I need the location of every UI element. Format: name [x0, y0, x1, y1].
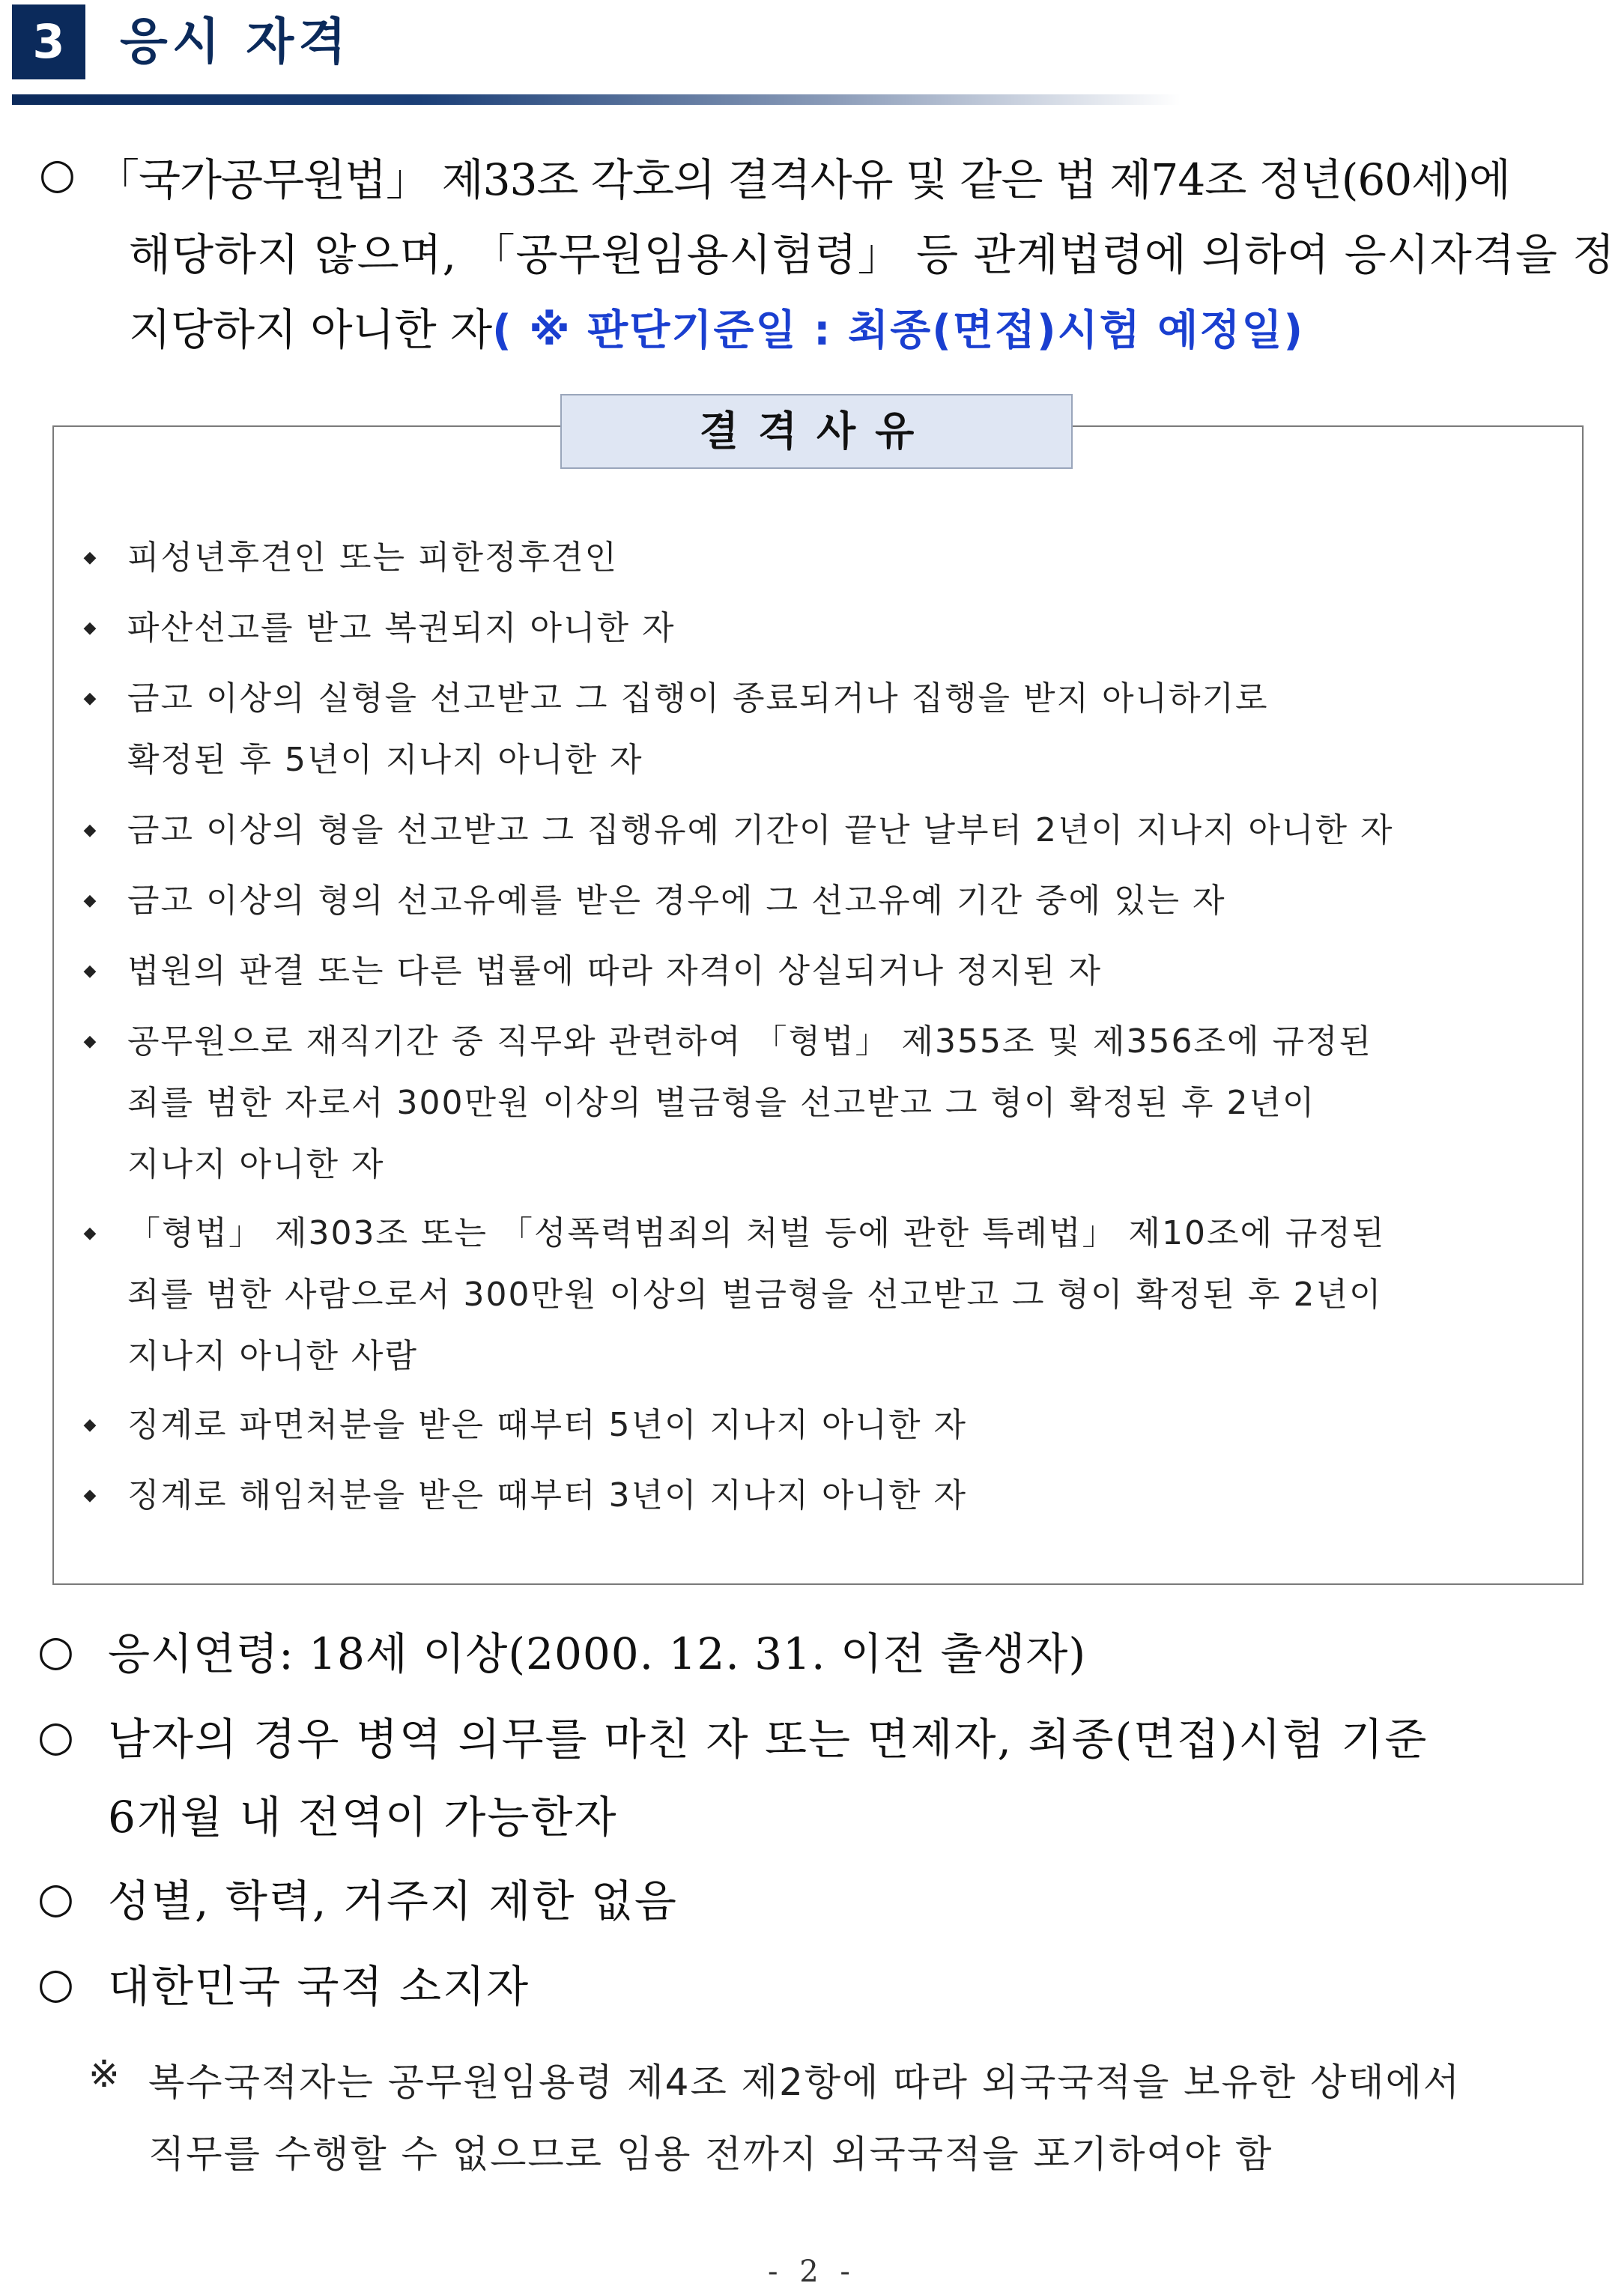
diamond-bullet-icon: ◆ [83, 1032, 97, 1051]
list-item-text: 법원의 판결 또는 다른 법률에 따라 자격이 상실되거나 정지된 자 [127, 952, 1102, 990]
diamond-bullet-icon: ◆ [83, 1224, 97, 1243]
list-item-text: 지나지 아니한 사람 [127, 1337, 419, 1375]
diamond-bullet-icon: ◆ [83, 1416, 97, 1434]
age-requirement: 응시연령: 18세 이상(2000. 12. 31. 이전 출생자) [108, 1628, 1087, 1679]
section-divider [12, 94, 1181, 105]
list-item-text: 피성년후견인 또는 피한정후견인 [127, 539, 619, 577]
section-title: 응시 자격 [120, 13, 351, 70]
military-requirement-line-1: 남자의 경우 병역 의무를 마친 자 또는 면제자, 최종(면접)시험 기준 [108, 1714, 1428, 1765]
diamond-bullet-icon: ◆ [83, 821, 97, 840]
circle-bullet-icon: ○ [37, 1627, 74, 1676]
list-item-text: 지나지 아니한 자 [127, 1145, 385, 1183]
circle-bullet-icon: ○ [39, 150, 76, 198]
diamond-bullet-icon: ◆ [83, 619, 97, 637]
circle-bullet-icon: ○ [37, 1712, 74, 1761]
list-item-text: 금고 이상의 형을 선고받고 그 집행유예 기간이 끝난 날부터 2년이 지나지 아니한 자 [127, 811, 1394, 849]
page-number: - 2 - [768, 2255, 856, 2289]
diamond-bullet-icon: ◆ [83, 962, 97, 980]
circle-bullet-icon: ○ [37, 1874, 74, 1923]
list-item-text: 징계로 파면처분을 받은 때부터 5년이 지나지 아니한 자 [127, 1406, 967, 1444]
qualification-line-3 [129, 292, 1304, 369]
disqualification-box-title: 결격사유 [560, 394, 1073, 469]
nationality-requirement: 대한민국 국적 소지자 [108, 1961, 530, 2012]
list-item-text: 죄를 범한 자로서 300만원 이상의 벌금형을 선고받고 그 형이 확정된 후 2년이 [127, 1084, 1316, 1122]
list-item-text: 금고 이상의 실형을 선고받고 그 집행이 종료되거나 집행을 받지 아니하기로 [127, 679, 1269, 718]
list-item-text: 확정된 후 5년이 지나지 아니한 자 [127, 741, 643, 779]
military-requirement-line-2: 6개월 내 전역이 가능한자 [108, 1792, 618, 1843]
circle-bullet-icon: ○ [37, 1959, 74, 2008]
list-item-text: 징계로 해임처분을 받은 때부터 3년이 지나지 아니한 자 [127, 1476, 967, 1515]
list-item-text: 파산선고를 받고 복권되지 아니한 자 [127, 609, 676, 647]
section-number-badge: 3 [12, 4, 85, 79]
diamond-bullet-icon: ◆ [83, 548, 97, 567]
judgment-date-note: ( ※ 판단기준일 : 최종(면접)시험 예정일) [492, 306, 1305, 355]
qualification-line-3-text: 지당하지 아니한 자 [129, 304, 493, 355]
list-item-text: 「형법」 제303조 또는 「성폭력범죄의 처벌 등에 관한 특례법」 제10조에 규정된 [127, 1214, 1386, 1252]
list-item-text: 금고 이상의 형의 선고유예를 받은 경우에 그 선고유예 기간 중에 있는 자 [127, 882, 1226, 920]
qualification-line-1: 「국가공무원법」 제33조 각호의 결격사유 및 같은 법 제74조 정년(60세)에 [96, 154, 1510, 205]
qualification-line-2: 해당하지 않으며, 「공무원임용시험령」 등 관계법령에 의하여 응시자격을 정 [129, 229, 1616, 280]
diamond-bullet-icon: ◆ [83, 689, 97, 708]
list-item-text: 죄를 범한 사람으로서 300만원 이상의 벌금형을 선고받고 그 형이 확정된 후 2년이 [127, 1276, 1383, 1314]
diamond-bullet-icon: ◆ [83, 1486, 97, 1505]
diamond-bullet-icon: ◆ [83, 891, 97, 910]
reference-mark-icon: ※ [88, 2052, 121, 2096]
list-item-text: 공무원으로 재직기간 중 직무와 관련하여 「형법」 제355조 및 제356조에 규정된 [127, 1022, 1372, 1061]
note-line-2: 직무를 수행할 수 없으므로 임용 전까지 외국국적을 포기하여야 함 [148, 2132, 1273, 2176]
note-line-1: 복수국적자는 공무원임용령 제4조 제2항에 따라 외국국적을 보유한 상태에서 [148, 2061, 1461, 2104]
no-restriction-note: 성별, 학력, 거주지 제한 없음 [108, 1876, 678, 1926]
